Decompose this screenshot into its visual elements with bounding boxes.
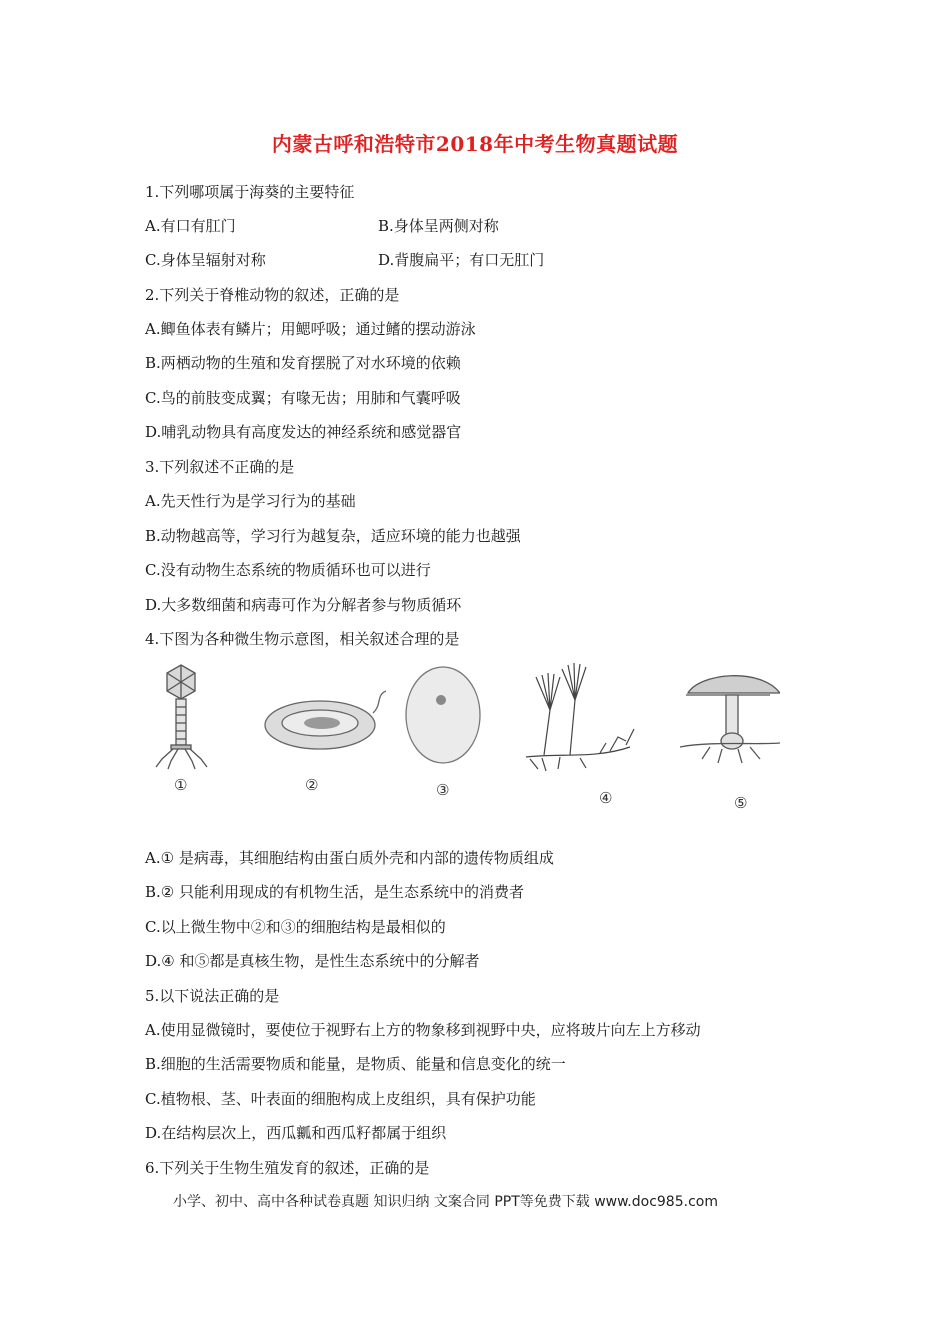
- question-3-option-a: A.先天性行为是学习行为的基础: [145, 492, 356, 510]
- question-4-stem: 4.下图为各种微生物示意图，相关叙述合理的是: [145, 630, 460, 648]
- question-5-stem: 5.以下说法正确的是: [145, 987, 280, 1005]
- page-footer: 小学、初中、高中各种试卷真题 知识归纳 文案合同 PPT等免费下载 www.doc985.com: [173, 1194, 718, 1210]
- yeast-illustration: [406, 667, 480, 763]
- question-4-option-a: A.① 是病毒，其细胞结构由蛋白质外壳和内部的遗传物质组成: [145, 849, 554, 867]
- question-1-stem: 1.下列哪项属于海葵的主要特征: [145, 183, 355, 201]
- document-title: 内蒙古呼和浩特市2018年中考生物真题试题: [271, 132, 679, 156]
- question-3-option-c: C.没有动物生态系统的物质循环也可以进行: [145, 561, 431, 579]
- question-2-option-d: D.哺乳动物具有高度发达的神经系统和感觉器官: [145, 423, 462, 441]
- microorganism-illustrations: [140, 655, 780, 820]
- question-3-stem: 3.下列叙述不正确的是: [145, 458, 295, 476]
- question-4-option-d: D.④ 和⑤都是真核生物，是性生态系统中的分解者: [145, 952, 480, 970]
- penicillium-illustration: [526, 663, 634, 771]
- bacterium-illustration: [265, 691, 386, 749]
- figure-label-4: ④: [599, 789, 613, 807]
- question-5-option-c: C.植物根、茎、叶表面的细胞构成上皮组织，具有保护功能: [145, 1090, 536, 1108]
- question-2-option-a: A.鲫鱼体表有鳞片；用鳃呼吸；通过鳍的摆动游泳: [145, 320, 476, 338]
- question-1-option-b: B.身体呈两侧对称: [378, 217, 499, 235]
- bacteriophage-illustration: [156, 665, 207, 769]
- figure-label-1: ①: [174, 776, 188, 794]
- question-1-option-c: C.身体呈辐射对称: [145, 251, 266, 269]
- question-2-option-b: B.两栖动物的生殖和发育摆脱了对水环境的依赖: [145, 354, 461, 372]
- question-5-option-d: D.在结构层次上，西瓜瓤和西瓜籽都属于组织: [145, 1124, 447, 1142]
- question-4-option-b: B.② 只能利用现成的有机物生活，是生态系统中的消费者: [145, 883, 525, 901]
- question-3-option-b: B.动物越高等，学习行为越复杂，适应环境的能力也越强: [145, 527, 521, 545]
- figure-label-3: ③: [436, 781, 450, 799]
- mushroom-illustration: [680, 676, 780, 763]
- question-2-option-c: C.鸟的前肢变成翼；有喙无齿；用肺和气囊呼吸: [145, 389, 461, 407]
- question-4-option-c: C.以上微生物中②和③的细胞结构是最相似的: [145, 918, 446, 936]
- figure-label-5: ⑤: [734, 794, 748, 812]
- figure-label-2: ②: [305, 776, 319, 794]
- question-3-option-d: D.大多数细菌和病毒可作为分解者参与物质循环: [145, 596, 462, 614]
- question-1-option-d: D.背腹扁平；有口无肛门: [378, 251, 545, 269]
- question-1-option-a: A.有口有肛门: [145, 217, 236, 235]
- question-2-stem: 2.下列关于脊椎动物的叙述，正确的是: [145, 286, 400, 304]
- microorganism-figure: [140, 655, 780, 820]
- question-6-stem: 6.下列关于生物生殖发育的叙述，正确的是: [145, 1159, 430, 1177]
- question-5-option-a: A.使用显微镜时，要使位于视野右上方的物象移到视野中央，应将玻片向左上方移动: [145, 1021, 701, 1039]
- question-5-option-b: B.细胞的生活需要物质和能量，是物质、能量和信息变化的统一: [145, 1055, 566, 1073]
